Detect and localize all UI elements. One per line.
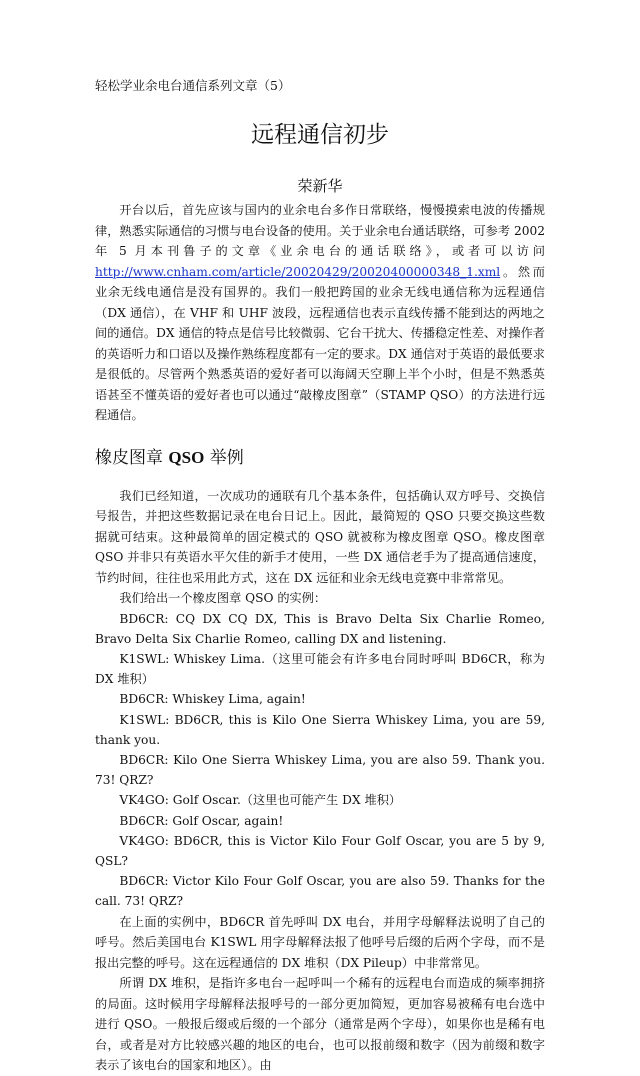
document-page xyxy=(95,78,545,1076)
section-heading-part: 举例 xyxy=(204,447,244,468)
dialog-line: BD6CR: Victor Kilo Four Golf Oscar, you are also 59. Thanks for the call. 73! QRZ? xyxy=(95,874,545,909)
dialog-line: K1SWL: BD6CR, this is Kilo One Sierra Whiskey Lima, you are 59, thank you. xyxy=(95,712,545,747)
section-heading-qso: QSO xyxy=(168,447,205,467)
dialog-line: BD6CR: Whiskey Lima, again! xyxy=(119,692,306,707)
section-heading xyxy=(95,446,545,470)
dialog-line: K1SWL: Whiskey Lima.（这里可能会有许多电台同时呼叫 BD6CR，称为 DX 堆积） xyxy=(95,651,545,687)
dialog-line: BD6CR: Golf Oscar, again! xyxy=(119,813,284,828)
series-title: 轻松学业余电台通信系列文章（5） xyxy=(95,78,291,93)
dialog-line: VK4GO: Golf Oscar.（这里也可能产生 DX 堆积） xyxy=(119,793,402,808)
dialog-line: BD6CR: CQ DX CQ DX, This is Bravo Delta Six Charlie Romeo, Bravo Delta Six Charlie Romeo, calling DX and listening. xyxy=(95,611,545,646)
dialog-line: VK4GO: BD6CR, this is Victor Kilo Four Golf Oscar, you are 5 by 9, QSL? xyxy=(95,833,545,868)
section-paragraph-1: 我们已经知道，一次成功的通联有几个基本条件，包括确认双方呼号、交换信号报告，并把这些数据记录在电台日记上。因此，最简短的 QSO 只要交换这些数据就可结束。这种最简单的固定模式的 QSO 就被称为橡皮图章 QSO。橡皮图章 QSO 并非只有英语水平欠佳的新手才使用，一些 DX 通信老手为了提高通信速度，节约时间，往往也采用此方式，这在 DX 远征和业余无线电竞赛中非常常见。 xyxy=(95,488,545,585)
dialog-line: BD6CR: Kilo One Sierra Whiskey Lima, you are also 59. Thank you. 73! QRZ? xyxy=(95,752,545,788)
section-paragraph-3: 在上面的实例中，BD6CR 首先呼叫 DX 电台，并用字母解释法说明了自己的呼号。然后美国电台 K1SWL 用字母解释法报了他呼号后缀的后两个字母，而不是报出完整的呼号。这在远程通信的 DX 堆积（DX Pileup）中非常常见。 xyxy=(95,914,545,970)
author-name: 荣新华 xyxy=(297,177,343,195)
section-heading-part: 橡皮图章 xyxy=(95,447,169,468)
intro-paragraph xyxy=(95,200,545,426)
intro-text-b: 。然而业余无线电通信是没有国界的。我们一般把跨国的业余无线电通信称为远程通信（DX 通信），在 VHF 和 UHF 波段，远程通信也表示直线传播不能到达的两地之间的通信。DX 通信的特点是信号比较微弱、它台干扰大、传播稳定性差、对操作者的英语听力和口语以及操作熟练程度都有一定的要求。DX 通信对于英语的最低要求是很低的。尽管两个熟悉英语的爱好者可以海阔天空聊上半个小时，但是不熟悉英语甚至不懂英语的爱好者也可以通过“敲橡皮图章”（STAMP QSO）的方法进行远程通信。 xyxy=(95,264,545,422)
article-title: 远程通信初步 xyxy=(251,122,389,148)
section-paragraph-4: 所谓 DX 堆积，是指许多电台一起呼叫一个稀有的远程电台而造成的频率拥挤的局面。这时候用字母解释法报呼号的一部分更加简短，更加容易被稀有电台选中进行 QSO。一般报后缀或后缀的一个部分（通常是两个字母），如果你也是稀有电台，或者是对方比较感兴趣的地区的电台，也可以报前缀和数字（因为前缀和数字表示了该电台的国家和地区）。由 xyxy=(95,976,545,1073)
dialog-list xyxy=(95,609,545,912)
intro-text-a: 开台以后，首先应该与国内的业余电台多作日常联络，慢慢摸索电波的传播规律，熟悉实际通信的习惯与电台设备的使用。关于业余电台通话联络，可参考 2002 年 5 月本刊鲁子的文章《业余电台的通话联络》，或者可以访问 xyxy=(95,203,545,258)
article-link[interactable]: http://www.cnham.com/article/20020429/20020400000348_1.xml xyxy=(95,264,501,279)
section-paragraph-2: 我们给出一个橡皮图章 QSO 的实例： xyxy=(119,591,327,605)
